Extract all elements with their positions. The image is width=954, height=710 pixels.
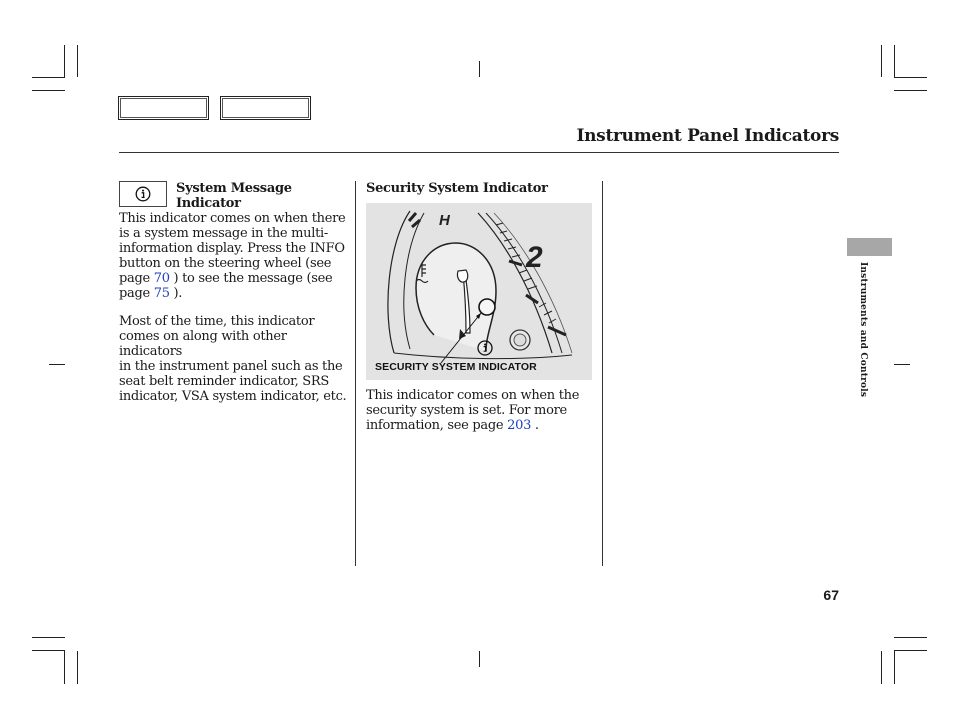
section-side-label: Instruments and Controls — [858, 262, 868, 398]
security-indicator-figure — [366, 203, 592, 380]
system-message-paragraph-2: Most of the time, this indicator comes on along with other indicators in the instrument panel such as the seat belt reminder indicator, SRS indicator, VSA system indicator, etc. — [119, 314, 347, 404]
section-tab-marker — [847, 238, 892, 256]
column-divider-1 — [355, 181, 356, 566]
system-message-paragraph-1: This indicator comes on when there is a system message in the multi- information display. Press the INFO button on the steering wheel (see page 70 ) to see the message (see page 75 ). — [119, 211, 346, 301]
page-link-203[interactable]: 203 — [507, 418, 532, 433]
instrument-cluster-illustration — [366, 203, 592, 380]
info-icon — [135, 186, 151, 202]
title-rule — [119, 152, 839, 153]
security-system-heading: Security System Indicator — [366, 181, 548, 196]
page-title: Instrument Panel Indicators — [576, 126, 839, 146]
header-tab-box-2 — [220, 96, 311, 120]
security-system-paragraph: This indicator comes on when the security system is set. For more information, see page 203 . — [366, 388, 580, 433]
page-number: 67 — [823, 587, 839, 603]
figure-caption: SECURITY SYSTEM INDICATOR — [375, 361, 537, 373]
gauge-hot-letter: H — [439, 212, 450, 229]
page-link-70[interactable]: 70 — [153, 271, 170, 286]
tachometer-number: 2 — [526, 241, 543, 274]
system-message-heading: System Message Indicator — [176, 181, 292, 211]
page-link-75[interactable]: 75 — [153, 286, 170, 301]
security-indicator-light — [479, 299, 495, 315]
header-tab-box-1 — [118, 96, 209, 120]
system-message-icon-box — [119, 181, 167, 207]
column-divider-2 — [602, 181, 603, 566]
